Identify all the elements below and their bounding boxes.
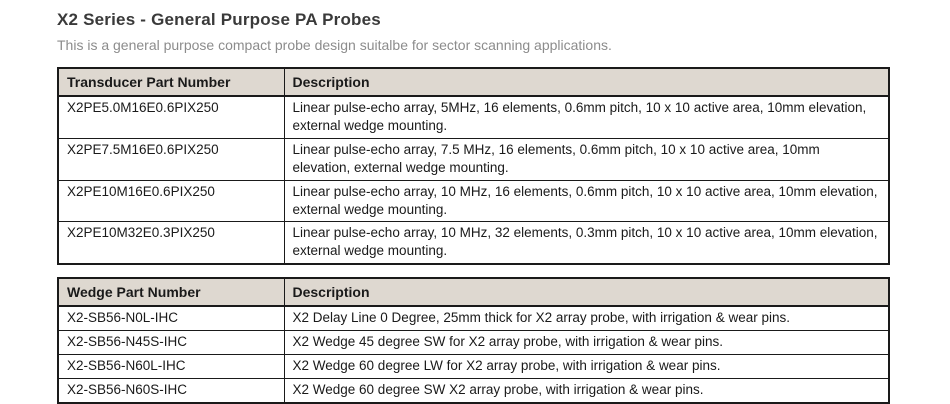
table-row: [58, 306, 889, 330]
table-divider-gap: [57, 265, 950, 277]
page-title: X2 Series - General Purpose PA Probes: [57, 10, 381, 29]
page-subtitle: This is a general purpose compact probe design suitalbe for sector scanning applications.: [57, 37, 612, 53]
wedge-table-header-row: [58, 278, 889, 306]
description-cell: X2 Delay Line 0 Degree, 25mm thick for X2 array probe, with irrigation & wear pins.: [284, 306, 889, 330]
part-number-cell: X2-SB56-N60L-IHC: [58, 355, 284, 379]
part-number-cell: X2-SB56-N60S-IHC: [58, 378, 284, 402]
table-row: [58, 222, 889, 264]
description-cell: Linear pulse-echo array, 7.5 MHz, 16 elements, 0.6mm pitch, 10 x 10 active area, 10mm elevation, external wedge mounting.: [284, 139, 889, 181]
part-number-cell: X2PE5.0M16E0.6PIX250: [58, 96, 284, 138]
part-number-cell: X2PE10M32E0.3PIX250: [58, 222, 284, 264]
part-number-cell: X2-SB56-N45S-IHC: [58, 331, 284, 355]
description-cell: X2 Wedge 45 degree SW for X2 array probe, with irrigation & wear pins.: [284, 331, 889, 355]
transducer-table-header-row: [58, 68, 889, 96]
table-row: [58, 139, 889, 181]
part-number-cell: X2PE7.5M16E0.6PIX250: [58, 139, 284, 181]
wedge-table: [57, 277, 890, 404]
transducer-description-header: Description: [284, 68, 889, 96]
description-cell: Linear pulse-echo array, 10 MHz, 16 elements, 0.6mm pitch, 10 x 10 active area, 10mm elevation, external wedge mounting.: [284, 180, 889, 222]
table-row: [58, 96, 889, 138]
description-cell: X2 Wedge 60 degree SW X2 array probe, with irrigation & wear pins.: [284, 378, 889, 402]
wedge-part-number-header: Wedge Part Number: [58, 278, 284, 306]
table-row: [58, 378, 889, 402]
table-row: [58, 355, 889, 379]
part-number-cell: X2-SB56-N0L-IHC: [58, 306, 284, 330]
transducer-table: [57, 67, 890, 265]
transducer-part-number-header: Transducer Part Number: [58, 68, 284, 96]
description-cell: X2 Wedge 60 degree LW for X2 array probe, with irrigation & wear pins.: [284, 355, 889, 379]
table-row: [58, 180, 889, 222]
description-cell: Linear pulse-echo array, 5MHz, 16 elements, 0.6mm pitch, 10 x 10 active area, 10mm elevation, external wedge mounting.: [284, 96, 889, 138]
table-row: [58, 331, 889, 355]
part-number-cell: X2PE10M16E0.6PIX250: [58, 180, 284, 222]
description-cell: Linear pulse-echo array, 10 MHz, 32 elements, 0.3mm pitch, 10 x 10 active area, 10mm elevation, external wedge mounting.: [284, 222, 889, 264]
wedge-description-header: Description: [284, 278, 889, 306]
